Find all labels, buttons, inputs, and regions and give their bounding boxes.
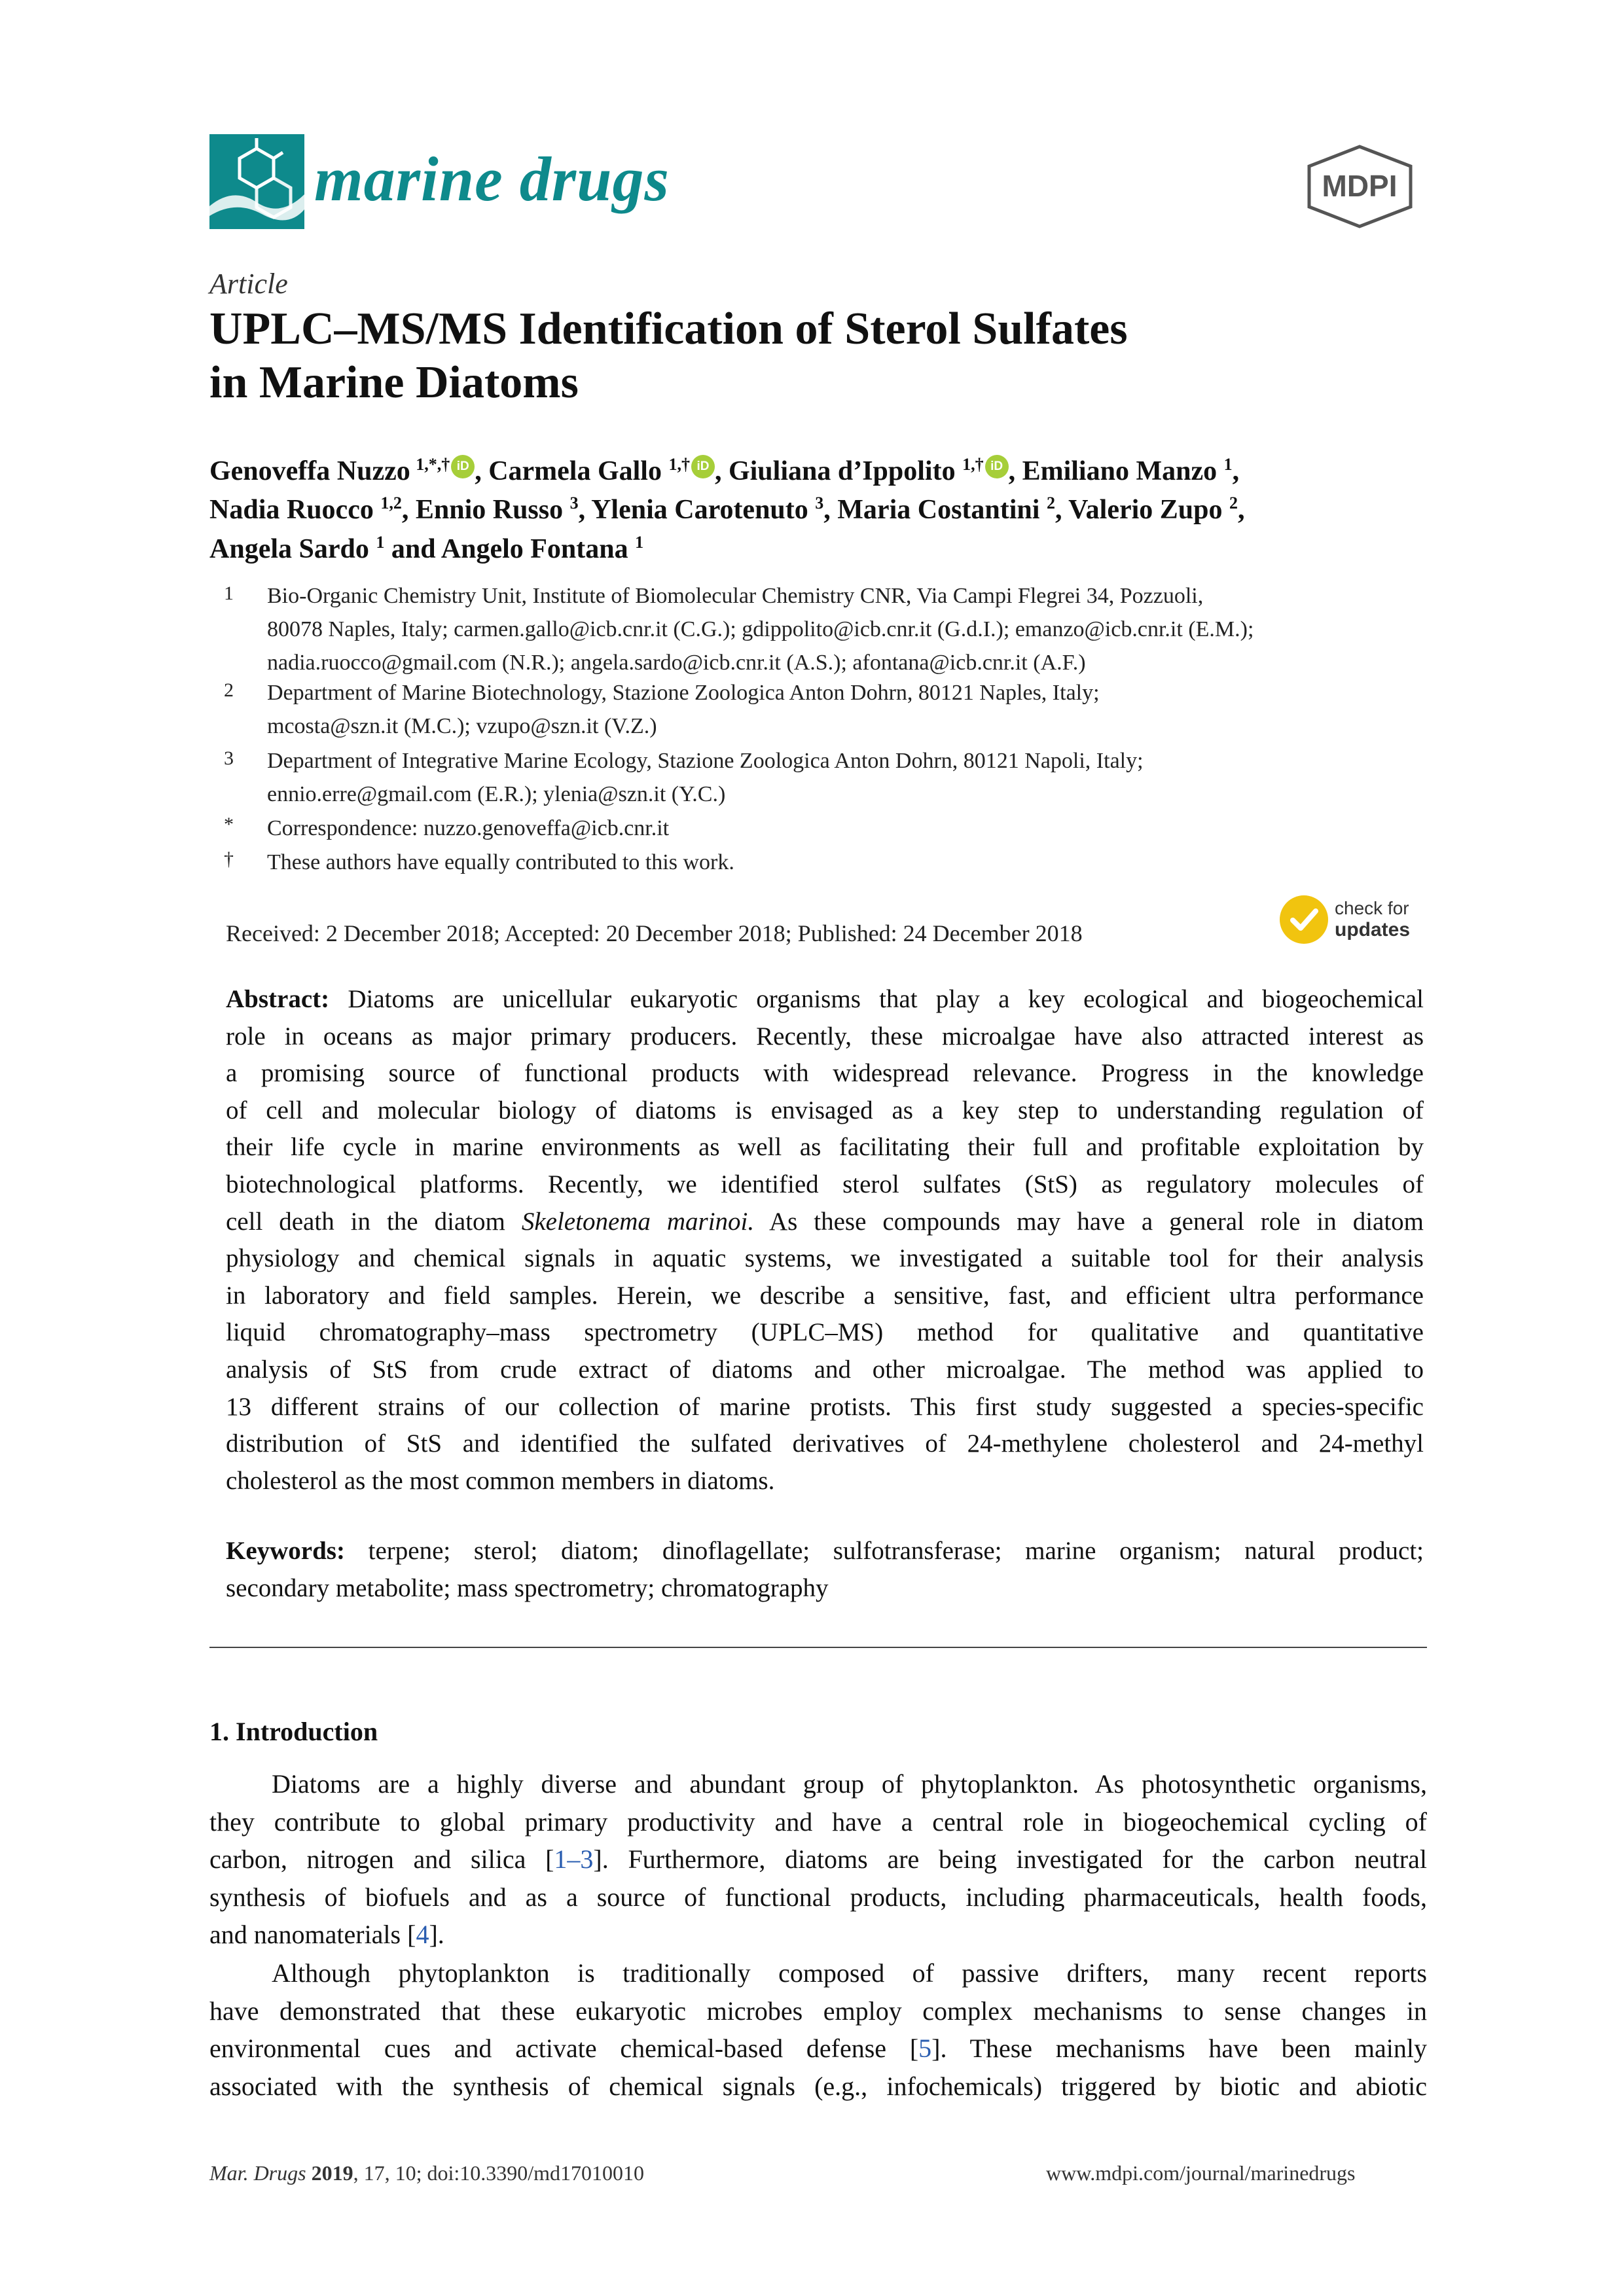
article-type: Article: [209, 268, 288, 300]
publisher-name: MDPI: [1322, 169, 1398, 203]
orcid-icon[interactable]: iD: [691, 455, 715, 478]
journal-name: marine drugs: [314, 144, 670, 214]
journal-logo-icon: [209, 134, 304, 229]
abstract: Abstract: Diatoms are unicellular eukaryotic organisms that play a key ecological and biogeochemical role in oceans as major primary producers. Recently, these microalgae have also attracted interest as a promising source of functional products with widespread relevance. Progress in the knowledge of cell and molecular biology of diatoms is envisaged as a key step to understanding regulation of their life cycle in marine environments as well as facilitating their full and profitable exploitation by biotechnological platforms. Recently, we identified sterol sulfates (StS) as regulatory molecules of cell death in the diatom Skeletonema marinoi. As these compounds may have a general role in diatom physiology and chemical signals in aquatic systems, we investigated a suitable tool for their analysis in laboratory and field samples. Herein, we describe a sensitive, fast, and efficient ultra performance liquid chromatography–mass spectrometry (UPLC–MS) method for qualitative and quantitative analysis of StS from crude extract of diatoms and other microalgae. The method was applied to 13 different strains of our collection of marine protists. This first study suggested a species-specific distribution of StS and identified the sulfated derivatives of 24-methylene cholesterol and 24-methyl cholesterol as the most common members in diatoms.: [226, 985, 1424, 1495]
affiliation-mark: 1: [224, 583, 234, 604]
section-divider: [209, 1647, 1427, 1648]
introduction-paragraph-1: Diatoms are a highly diverse and abundant group of phytoplankton. As photosynthetic organisms, they contribute to global primary productivity and have a central role in biogeochemical cycling of carbon, nitrogen and silica [1–3]. Furthermore, diatoms are being investigated for the carbon neutral synthesis of biofuels and as a source of functional products, including pharmaceuticals, health foods, and nanomaterials [4].: [209, 1769, 1427, 1949]
affiliation-mark: 2: [224, 679, 234, 701]
footer-citation: Mar. Drugs 2019, 17, 10; doi:10.3390/md17010010: [209, 2161, 645, 2185]
affiliation-2: Department of Marine Biotechnology, Stazione Zoologica Anton Dohrn, 80121 Naples, Italy; mcosta@szn.it (M.C.); vzupo@szn.it (V.Z.): [267, 681, 1100, 738]
title-line: UPLC–MS/MS Identification of Sterol Sulfates: [209, 304, 1128, 354]
check-for-updates-badge[interactable]: [1280, 895, 1437, 949]
publication-dates: Received: 2 December 2018; Accepted: 20 December 2018; Published: 24 December 2018: [226, 920, 1083, 946]
affiliation-1: Bio-Organic Chemistry Unit, Institute of Biomolecular Chemistry CNR, Via Campi Flegrei 34, Pozzuoli, 80078 Naples, Italy; carmen.gallo@icb.cnr.it (C.G.); gdippolito@icb.cnr.it (G.d.I.); emanzo@icb.cnr.it (E.M.); nadia.ruocco@gmail.com (N.R.); angela.sardo@icb.cnr.it (A.S.); afontana@icb.cnr.it (A.F.): [267, 584, 1254, 675]
keywords-label: Keywords:: [226, 1537, 345, 1565]
correspondence: Correspondence: nuzzo.genoveffa@icb.cnr.it: [267, 816, 670, 840]
orcid-icon[interactable]: iD: [985, 455, 1009, 478]
authors-line-1: Genoveffa Nuzzo $^{1,*,\dagger}$ iD , Carmela Gallo $^{1,\dagger}$ iD , Giuliana d’Ippolito $^{1,\dagger}$ iD , Emiliano Manzo $^1$,: [209, 455, 1240, 486]
article-title: [209, 302, 1453, 410]
mdpi-logo-icon: [1303, 144, 1417, 229]
equal-contribution-note: These authors have equally contributed to this work.: [267, 850, 734, 874]
equal-contribution-mark: †: [224, 848, 234, 870]
section-heading-introduction: 1. Introduction: [209, 1717, 378, 1746]
citation-link[interactable]: 5: [918, 2034, 932, 2063]
check-icon: [1280, 895, 1328, 944]
introduction-paragraph-2: Although phytoplankton is traditionally composed of passive drifters, many recent reports have demonstrated that these eukaryotic microbes employ complex mechanisms to sense changes in environmental cues and activate chemical-based defense [5]. These mechanisms have been mainly associated with the synthesis of chemical signals (e.g., infochemicals) triggered by biotic and abiotic: [209, 1958, 1428, 2101]
affiliation-mark: 3: [224, 747, 234, 769]
footer-journal-url[interactable]: www.mdpi.com/journal/marinedrugs: [1046, 2161, 1356, 2185]
orcid-icon[interactable]: iD: [451, 455, 475, 478]
authors-line-2: Nadia Ruocco $^{1,2}$, Ennio Russo $^3$, Ylenia Carotenuto $^3$, Maria Costantini $^2$, Valerio Zupo $^2$,: [209, 493, 1245, 525]
authors-line-3: Angela Sardo $^1$ and Angelo Fontana $^1$: [209, 533, 644, 564]
abstract-label: Abstract:: [226, 985, 330, 1013]
title-line: in Marine Diatoms: [209, 357, 579, 408]
citation-link[interactable]: 4: [416, 1920, 429, 1949]
correspondence-mark: *: [224, 814, 234, 835]
keywords: Keywords: terpene; sterol; diatom; dinoflagellate; sulfotransferase; marine organism; natural product; secondary metabolite; mass spectrometry; chromatography: [226, 1537, 1424, 1602]
check-updates-line1: check for: [1335, 898, 1409, 918]
citation-link[interactable]: 1–3: [554, 1844, 594, 1874]
affiliation-3: Department of Integrative Marine Ecology, Stazione Zoologica Anton Dohrn, 80121 Napoli, Italy; ennio.erre@gmail.com (E.R.); ylenia@szn.it (Y.C.): [267, 749, 1144, 806]
check-updates-line2: updates: [1335, 919, 1411, 941]
